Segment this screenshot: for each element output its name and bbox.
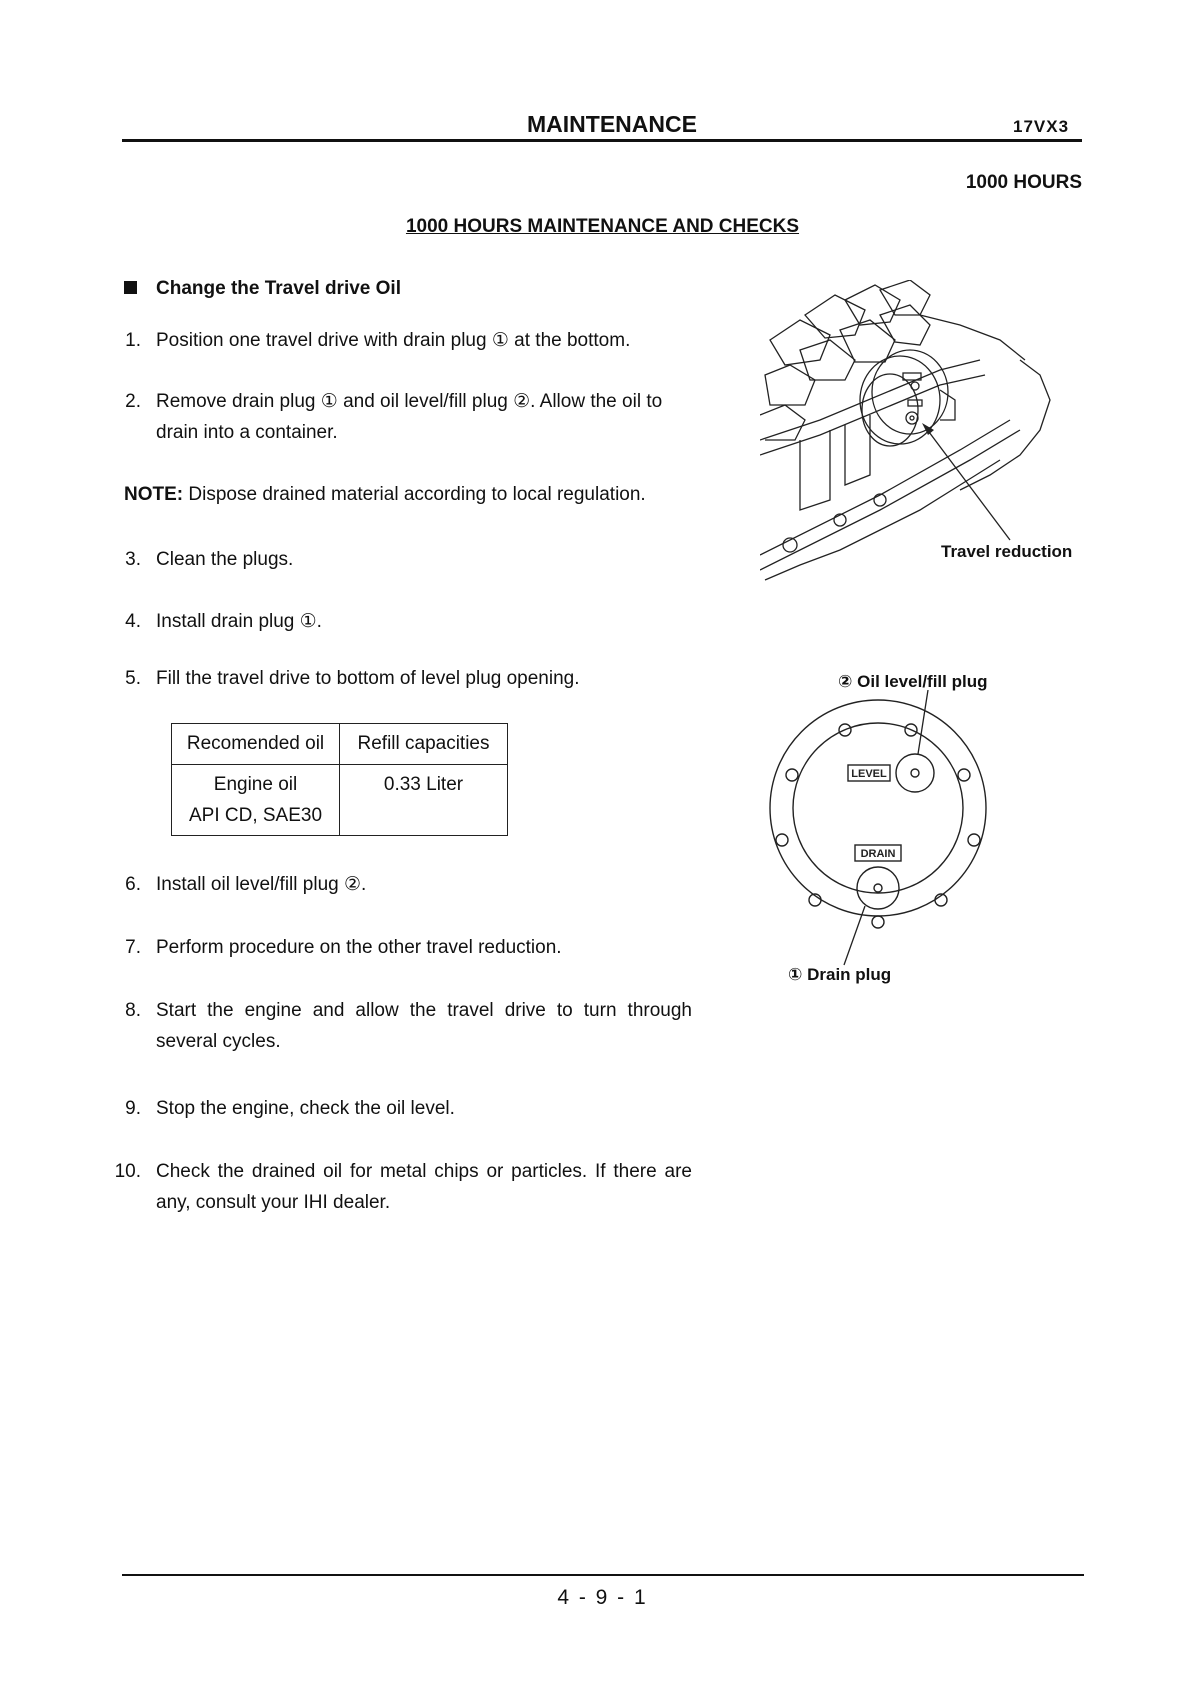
step-number: 4. [125, 611, 141, 632]
header-rule [122, 139, 1082, 142]
step-text: Install drain plug ①. [156, 611, 322, 632]
step-text: Fill the travel drive to bottom of level plug opening. [156, 668, 580, 689]
note-label: NOTE: [124, 484, 184, 505]
step-text: Perform procedure on the other travel reduction. [156, 937, 562, 958]
step-number: 5. [125, 668, 141, 689]
drain-plug-label: ① Drain plug [788, 965, 892, 984]
drain-tag: DRAIN [860, 848, 896, 860]
step-number: 7. [125, 937, 141, 958]
step-text: Start the engine and allow the travel drive to turn through several cycles. [156, 1000, 692, 1052]
step-number: 10. [114, 1161, 141, 1182]
model-code: 17VX3 [1013, 117, 1070, 136]
note-text: Dispose drained material according to local regulation. [188, 484, 646, 505]
section-label: 1000 HOURS [965, 172, 1082, 193]
step-number: 8. [125, 1000, 141, 1021]
step-number: 9. [125, 1098, 141, 1119]
plug-diagram [760, 690, 1000, 980]
level-tag: LEVEL [851, 768, 887, 780]
table-cell-capacity: 0.33 Liter [340, 765, 508, 836]
oil-type: Engine oil [213, 774, 298, 795]
step-text: Stop the engine, check the oil level. [156, 1098, 455, 1119]
note [124, 484, 646, 506]
table-header-cell: Refill capacities [340, 724, 508, 765]
step-number: 2. [125, 391, 141, 412]
table-cell-oil [172, 765, 340, 836]
step-number: 6. [125, 874, 141, 895]
step-number: 3. [125, 549, 141, 570]
step-text: Position one travel drive with drain plug ① at the bottom. [156, 330, 631, 351]
square-bullet-icon [124, 281, 137, 294]
page-number: 4 - 9 - 1 [557, 1586, 648, 1609]
fill-plug-label: ② Oil level/fill plug [838, 672, 988, 691]
step-number: 1. [125, 330, 141, 351]
oil-spec: API CD, SAE30 [188, 805, 323, 826]
table-header-cell: Recomended oil [172, 724, 340, 765]
step-text: Clean the plugs. [156, 549, 294, 570]
task-title: Change the Travel drive Oil [156, 278, 401, 299]
step-text: Install oil level/fill plug ②. [156, 874, 367, 895]
step-text: Remove drain plug ① and oil level/fill plug ②. Allow the oil to drain into a container. [156, 391, 663, 443]
travel-reduction-label: Travel reduction [941, 542, 1073, 561]
oil-table [171, 723, 508, 836]
page-heading: 1000 HOURS MAINTENANCE AND CHECKS [405, 216, 800, 237]
step-text: Check the drained oil for metal chips or particles. If there are any, consult your IHI dealer. [156, 1161, 692, 1213]
page-header-title: MAINTENANCE [527, 111, 697, 137]
footer-rule [122, 1574, 1084, 1576]
